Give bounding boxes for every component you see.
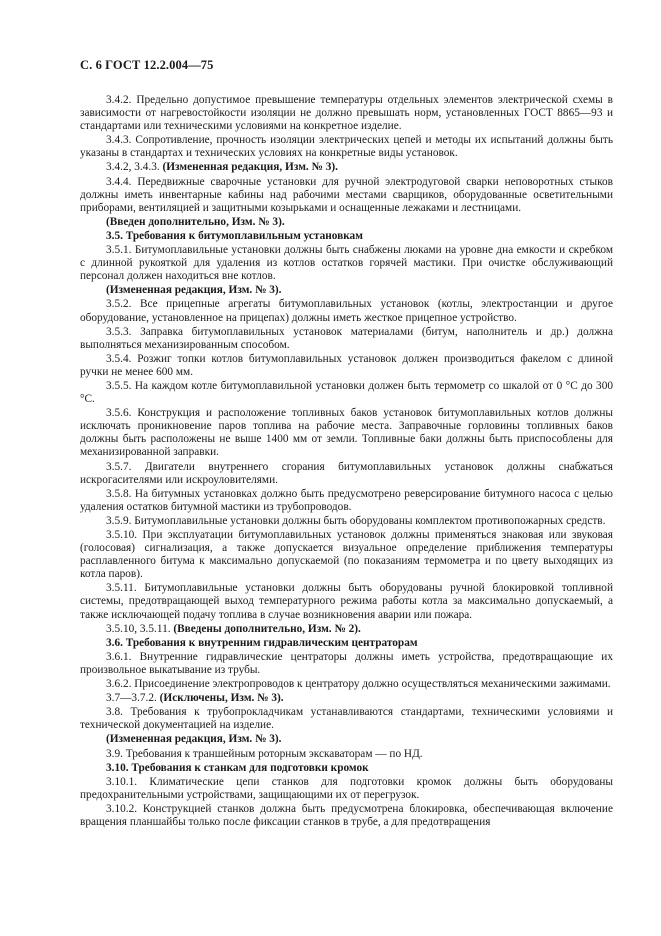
clause-number: 3.5.10, 3.5.11. [106,622,174,635]
bold-note: (Введены дополнительно, Изм. № 2). [173,622,361,635]
paragraph: 3.5.5. На каждом котле битумоплавильной установки должен быть термометр со шкалой от 0 °С до 300 °С. [80,379,613,406]
paragraph: 3.5.8. На битумных установках должно быть предусмотрено реверсирование битумного насоса с целью удаления остатков битумной мастики из трубопроводов. [80,487,613,513]
paragraph [80,762,613,775]
paragraph: 3.5.4. Розжиг топки котлов битумоплавильных установок должен производиться факелом с длиной ручки не менее 600 мм. [80,352,613,378]
paragraph: 3.5.9. Битумоплавильные установки должны быть оборудованы комплектом противопожарных средств. [106,514,606,527]
clause-number: 3.7—3.7.2. [106,692,160,705]
bold-note: 3.5. Требования к битумоплавильным установкам [106,229,363,242]
clause-number: 3.4.2, 3.4.3. [106,161,163,174]
paragraph: 3.5.10. При эксплуатации битумоплавильных установок должны применяться знаковая или звуковая (голосовая) сигнализация, а также допускается визуальное определение приближения температуры расплавленного битума к максимально допускаемой (по показаниям термометра и по цвету выходящих из котла паров). [80,529,613,581]
document-body [80,94,613,830]
paragraph: 3.6.2. Присоединение электропроводов к центратору должно осуществляться механическими зажимами. [106,678,611,691]
paragraph: 3.5.6. Конструкция и расположение топливных баков установок битумоплавильных котлов должны исключать проникновение паров топлива на рабочие места. Заправочные горловины топливных баков должны быть расположены не выше 1400 мм от земли. Топливные баки должны быть приспособлены для механизированной заправки. [80,407,613,459]
bold-note: (Введен дополнительно, Изм. № 3). [106,215,285,228]
paragraph [80,637,613,650]
bold-note: 3.10. Требования к станкам для подготовки кромок [106,761,369,774]
paragraph: 3.10.1. Климатические цепи станков для подготовки кромок должны быть оборудованы предохранительными устройствами, защищающими их от перегрузок. [80,775,613,801]
paragraph: 3.4.4. Передвижные сварочные установки для ручной электродуговой сварки неповоротных стыков должны иметь инвентарные кабины над рабочими местами сварщиков, оборудованные осветительными приборами, вентиляцией и защитными козырьками и оснащенные лежаками и лестницами. [80,175,613,214]
paragraph: 3.6.1. Внутренние гидравлические центраторы должны иметь устройства, предотвращающие их произвольное выкатывание из трубы. [80,650,613,676]
bold-note: 3.6. Требования к внутренним гидравлическим центраторам [106,636,418,649]
paragraph [80,161,613,174]
paragraph [80,692,613,705]
paragraph [80,733,613,746]
paragraph: 3.4.3. Сопротивление, прочность изоляции электрических цепей и методы их испытаний должны быть указаны в стандартах и технических условиях на конкретные виды установок. [80,134,613,160]
paragraph: 3.10.2. Конструкцией станков должна быть предусмотрена блокировка, обеспечивающая включение вращения планшайбы только после фиксации станков в трубе, а для предотвращения [80,802,613,828]
paragraph: 3.5.2. Все прицепные агрегаты битумоплавильных установок (котлы, электростанции и другое оборудование, установленное на прицепах) должны иметь жесткое прицепное устройство. [80,298,613,324]
paragraph [80,284,613,297]
paragraph [80,230,613,243]
paragraph [80,216,613,229]
page-header: С. 6 ГОСТ 12.2.004—75 [80,58,214,72]
paragraph: 3.5.11. Битумоплавильные установки должны быть оборудованы ручной блокировкой топливной системы, предотвращающей выход температурного режима работы котла за максимально допускаемый, а также исключающей подачу топлива в случае возникновения аварии или пожара. [80,582,613,621]
bold-note: (Измененная редакция, Изм. № 3). [106,284,282,297]
bold-note: (Исключены, Изм. № 3). [159,692,284,705]
paragraph: 3.9. Требования к траншейным роторным экскаваторам — по НД. [106,747,423,760]
paragraph: 3.5.7. Двигатели внутреннего сгорания битумоплавильных установок должны снабжаться искрогасителями или искроуловителями. [80,460,613,486]
paragraph: 3.5.3. Заправка битумоплавильных установок материалами (битум, наполнитель и др.) должна выполняться механизированным способом. [80,325,613,351]
paragraph: 3.5.1. Битумоплавильные установки должны быть снабжены люками на уровне дна емкости и скребком с длинной рукояткой для удаления из котлов остатков горячей мастики. При очистке обслуживающий персонал должен находиться вне котлов. [80,244,613,283]
bold-note: (Измененная редакция, Изм. № 3). [162,161,338,174]
paragraph: 3.4.2. Предельно допустимое превышение температуры отдельных элементов электрической схемы в зависимости от нагревостойкости изоляции не должно превышать норм, установленных ГОСТ 8865—93 и стандартами или техническими условиями на конкретное изделие. [80,94,613,133]
paragraph: 3.8. Требования к трубопрокладчикам устанавливаются стандартами, техническими условиями и технической документацией на изделие. [80,706,613,732]
paragraph [80,623,613,636]
bold-note: (Измененная редакция, Изм. № 3). [106,733,282,746]
